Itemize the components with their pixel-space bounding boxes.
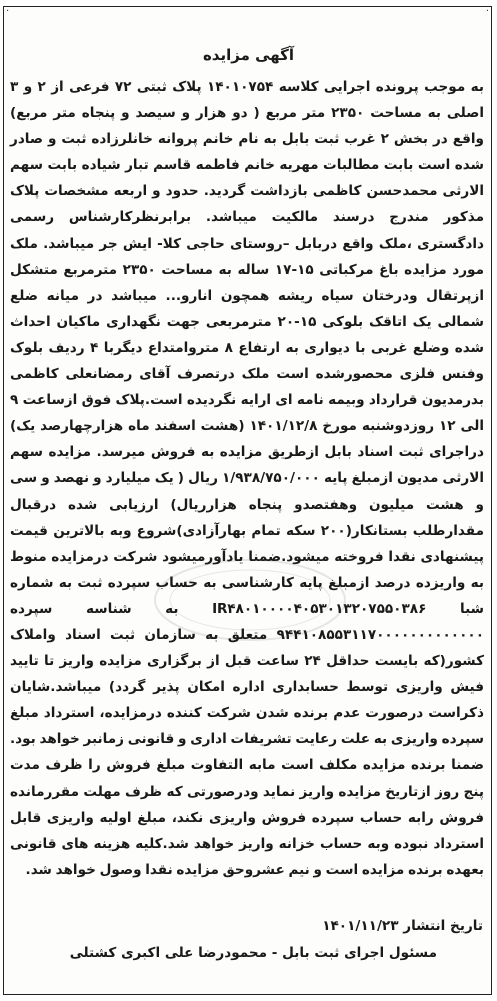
publish-date-line <box>322 918 483 934</box>
notice-title: آگهی مزایده <box>202 46 295 64</box>
signature-line: مسئول اجرای ثبت بابل - محمودرضا علی اکبری کشتلی <box>69 945 437 961</box>
corner-mark-icon: · <box>6 6 10 17</box>
notice-body: به موجب پرونده اجرایی کلاسه ۱۴۰۱۰۷۵۴ پلاک ثبتی ۷۲ فرعی از ۲ و ۳ اصلی به مساحت ۲۳۵۰ متر مربع ( دو هزار و سیصد و پنجاه متر مربع) واقع در بخش ۲ غرب ثبت بابل به نام خانم پروانه خانلرزاده ثبت و صادر شده است بابت مطالبات مهریه خانم فاطمه قاسم تبار شیاده بابت سهم الارثی محمدحسن کاظمی بازداشت گردید. حدود و اربعه مشخصات پلاک مذکور مندرج درسند مالکیت میباشد. برابرنظرکارشناس رسمی دادگستری ،ملک واقع دربابل –روستای حاجی کلا- ایش جر میباشد. ملک مورد مزایده باغ مرکباتی ۱۵-۱۷ ساله به مساحت ۲۳۵۰ مترمربع متشکل ازپرتقال ودرختان سیاه ریشه همچون انارو... میباشد در میانه ضلع شمالی یک اتاقک بلوکی ۱۵-۲۰ مترمربعی جهت نگهداری ماکیان احداث شده وضلع غربی با دیواری به ارتفاع ۸ متروامتداع دیگربا ۴ ردیف بلوک وفنس فلزی محصورشده است ملک درتصرف آقای رمضانعلی کاظمی بدرمدیون قرارداد وبیمه نامه ای ارایه نگردیده است.پلاک فوق ازساعت ۹ الی ۱۲ روزدوشنبه مورخ ۱۴۰۱/۱۲/۸ (هشت اسفند ماه هزارچهارصد یک) دراجرای ثبت اسناد بابل ازطریق مزایده به فروش میرسد. مزایده سهم الارثی مدیون ازمبلغ پایه ۱/۹۳۸/۷۵۰/۰۰۰ ریال ( یک میلیارد و نهصد و سی و هشت میلیون وهفتصدو پنجاه هزارریال) ارزیابی شده درقبال مقدارطلب بستانکار(۲۰۰ سکه تمام بهارآزادی)شروع وبه بالاترین قیمت پیشنهادی نقدا فروخته میشود.ضمنا یادآورمیشود شرکت درمزایده منوط به واریزده درصد ازمبلغ پایه کارشناسی به حساب سپرده ثبت به شماره شبا IR۴۸۰۱۰۰۰۰۴۰۵۳۰۱۳۲۰۷۵۵۰۳۸۶ به شناسه سپرده ۹۴۴۱۰۸۵۵۳۱۱۷۰۰۰۰۰۰۰۰۰۰۰۰۰ متعلق به سازمان ثبت اسناد واملاک کشور(که بایست حداقل ۲۴ ساعت قبل از برگزاری مزایده واریز تا تایید فیش واریزی توسط حسابداری اداره امکان پذیر گردد) میباشد.شایان ذکراست درصورت عدم برنده شدن شرکت کننده درمزایده، استرداد مبلغ سپرده واریزی به علت رعایت تشریفات اداری و قانونی زمانبر خواهد بود. ضمنا برنده مزایده مکلف است مابه التفاوت مبلغ فروش را ظرف مدت پنج روز ازتاریخ مزایده واریز نماید ودرصورتی که ظرف مهلت مقررمانده فروش رابه حساب سپرده فروش واریزی نکند، مبلغ اولیه واریزی قابل استرداد نبوده وبه حساب خزانه واریز خواهد شد.کلیه هزینه های قانونی بعهده برنده مزایده است و نیم عشروحق مزایده نقدا وصول خواهد شد. <box>10 79 484 878</box>
publish-date-value: ۱۴۰۱/۱۱/۲۳ <box>322 918 399 934</box>
corner-mark-icon: · <box>485 6 489 17</box>
publish-date-label: تاریخ انتشار <box>403 918 483 934</box>
